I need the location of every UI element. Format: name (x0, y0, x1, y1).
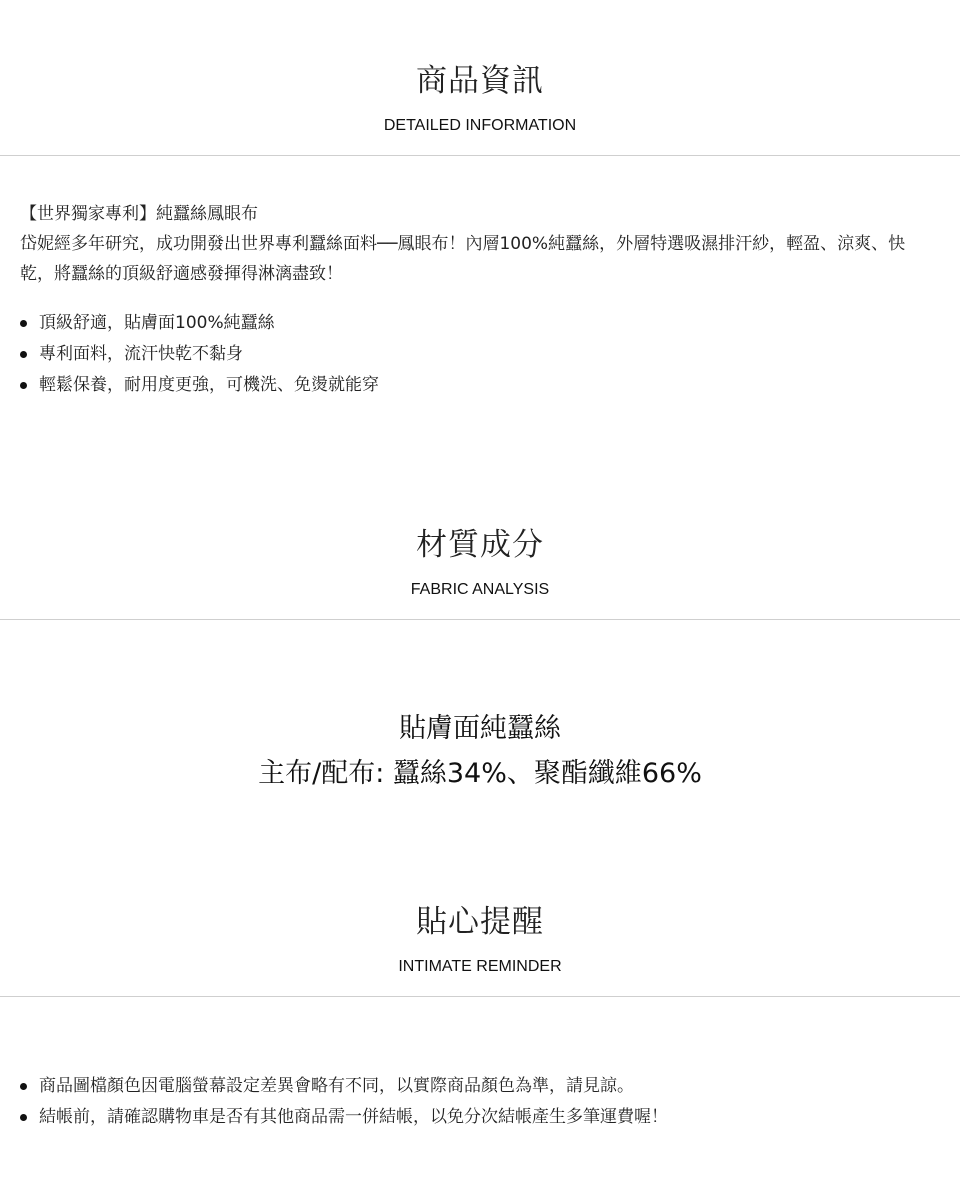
section-header-detailed-information (0, 61, 960, 136)
section-divider (0, 619, 960, 620)
feature-item: 頂級舒適，貼膚面100%純蠶絲 (20, 308, 920, 339)
fabric-composition: 主布/配布: 蠶絲34%、聚酯纖維66% (258, 758, 702, 789)
feature-list (20, 308, 920, 401)
section-title-en: FABRIC ANALYSIS (410, 581, 550, 598)
reminder-item: 商品圖檔顏色因電腦螢幕設定差異會略有不同，以實際商品顏色為準，請見諒。 (20, 1071, 920, 1102)
intro-description: 岱妮經多年研究，成功開發出世界專利蠶絲面料──鳳眼布！內層100%純蠶絲，外層特選吸濕排汗紗，輕盈、涼爽、快乾，將蠶絲的頂級舒適感發揮得淋漓盡致！ (20, 234, 906, 284)
section-title-en: INTIMATE REMINDER (398, 958, 562, 975)
feature-item: 專利面料，流汗快乾不黏身 (20, 339, 920, 370)
section-title-zh: 商品資訊 (416, 63, 544, 99)
intro-headline: 【世界獨家專利】純蠶絲鳳眼布 (20, 204, 258, 224)
section-title-zh: 貼心提醒 (416, 904, 544, 940)
section-divider (0, 996, 960, 997)
section-title-zh: 材質成分 (416, 527, 544, 563)
section-header-intimate-reminder (0, 902, 960, 977)
feature-item: 輕鬆保養，耐用度更強，可機洗、免燙就能穿 (20, 370, 920, 401)
section-divider (0, 155, 960, 156)
reminder-list (20, 1071, 920, 1133)
section-header-fabric-analysis (0, 525, 960, 600)
product-intro (20, 199, 920, 289)
reminder-item: 結帳前，請確認購物車是否有其他商品需一併結帳，以免分次結帳產生多筆運費喔！ (20, 1102, 920, 1133)
section-title-en: DETAILED INFORMATION (383, 117, 577, 134)
fabric-skin-side: 貼膚面純蠶絲 (399, 713, 561, 744)
